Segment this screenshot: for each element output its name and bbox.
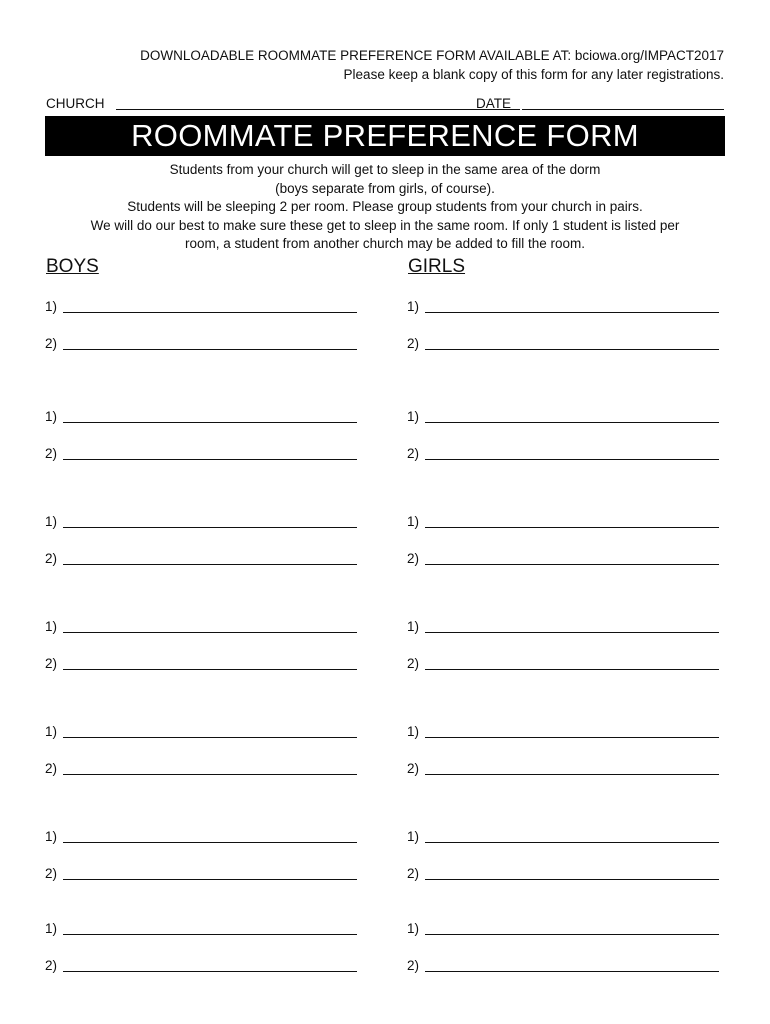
girls-name-slot xyxy=(407,722,719,740)
slot-number: 1) xyxy=(407,409,420,424)
slot-number: 2) xyxy=(45,446,58,461)
slot-number: 2) xyxy=(45,958,58,973)
slot-number: 2) xyxy=(407,761,420,776)
girls-name-field[interactable] xyxy=(425,842,719,843)
slot-number: 1) xyxy=(407,299,420,314)
boys-name-slot xyxy=(45,864,357,882)
blank-copy-notice: Please keep a blank copy of this form for any later registrations. xyxy=(343,67,724,82)
slot-number: 2) xyxy=(45,656,58,671)
girls-name-field[interactable] xyxy=(425,349,719,350)
girls-name-field[interactable] xyxy=(425,971,719,972)
boys-name-slot xyxy=(45,722,357,740)
girls-name-field[interactable] xyxy=(425,422,719,423)
girls-name-field[interactable] xyxy=(425,527,719,528)
girls-name-field[interactable] xyxy=(425,669,719,670)
girls-name-field[interactable] xyxy=(425,774,719,775)
boys-name-field[interactable] xyxy=(63,422,357,423)
girls-name-field[interactable] xyxy=(425,632,719,633)
slot-number: 2) xyxy=(45,336,58,351)
girls-name-slot xyxy=(407,759,719,777)
slot-number: 1) xyxy=(407,514,420,529)
girls-name-slot xyxy=(407,654,719,672)
boys-name-slot xyxy=(45,549,357,567)
instruction-line: (boys separate from girls, of course). xyxy=(275,180,495,196)
slot-number: 2) xyxy=(407,551,420,566)
slot-number: 1) xyxy=(407,921,420,936)
instruction-line: room, a student from another church may be added to fill the room. xyxy=(185,236,585,251)
boys-name-field[interactable] xyxy=(63,737,357,738)
boys-name-field[interactable] xyxy=(63,774,357,775)
boys-name-field[interactable] xyxy=(63,564,357,565)
boys-name-field[interactable] xyxy=(63,879,357,880)
boys-name-slot xyxy=(45,512,357,530)
slot-number: 2) xyxy=(407,336,420,351)
girls-name-slot xyxy=(407,297,719,315)
boys-name-slot xyxy=(45,919,357,937)
girls-name-slot xyxy=(407,864,719,882)
girls-name-slot xyxy=(407,617,719,635)
title-banner xyxy=(45,116,725,156)
boys-name-slot xyxy=(45,297,357,315)
girls-name-slot xyxy=(407,956,719,974)
slot-number: 1) xyxy=(407,619,420,634)
slot-number: 2) xyxy=(407,866,420,881)
boys-name-slot xyxy=(45,956,357,974)
slot-number: 1) xyxy=(45,724,58,739)
instruction-line: Students from your church will get to sleep in the same area of the dorm xyxy=(169,162,601,177)
slot-number: 1) xyxy=(45,409,58,424)
instructions xyxy=(40,161,730,254)
church-label: CHURCH xyxy=(46,96,105,111)
page-title: ROOMMATE PREFERENCE FORM xyxy=(131,118,639,153)
instruction-line: We will do our best to make sure these get to sleep in the same room. If only 1 student is listed per xyxy=(90,217,680,233)
girls-name-slot xyxy=(407,334,719,352)
boys-name-field[interactable] xyxy=(63,934,357,935)
boys-name-field[interactable] xyxy=(63,971,357,972)
girls-name-field[interactable] xyxy=(425,737,719,738)
slot-number: 2) xyxy=(45,866,58,881)
boys-name-field[interactable] xyxy=(63,842,357,843)
boys-name-slot xyxy=(45,759,357,777)
boys-name-slot xyxy=(45,407,357,425)
slot-number: 2) xyxy=(45,761,58,776)
instruction-line: Students will be sleeping 2 per room. Please group students from your church in pairs. xyxy=(127,199,643,214)
slot-number: 1) xyxy=(45,299,58,314)
church-field[interactable] xyxy=(116,109,520,110)
slot-number: 1) xyxy=(407,829,420,844)
slot-number: 2) xyxy=(407,446,420,461)
boys-name-field[interactable] xyxy=(63,632,357,633)
slot-number: 1) xyxy=(45,921,58,936)
slot-number: 2) xyxy=(407,656,420,671)
boys-name-slot xyxy=(45,334,357,352)
girls-name-field[interactable] xyxy=(425,312,719,313)
girls-name-slot xyxy=(407,444,719,462)
slot-number: 1) xyxy=(45,514,58,529)
date-label: DATE xyxy=(476,96,512,111)
slot-number: 2) xyxy=(45,551,58,566)
boys-name-slot xyxy=(45,654,357,672)
download-notice: DOWNLOADABLE ROOMMATE PREFERENCE FORM AVAILABLE AT: bciowa.org/IMPACT2017 xyxy=(140,48,724,63)
boys-name-field[interactable] xyxy=(63,527,357,528)
girls-name-slot xyxy=(407,512,719,530)
boys-name-field[interactable] xyxy=(63,349,357,350)
boys-name-field[interactable] xyxy=(63,312,357,313)
girls-name-field[interactable] xyxy=(425,564,719,565)
slot-number: 1) xyxy=(45,829,58,844)
boys-name-field[interactable] xyxy=(63,459,357,460)
boys-name-slot xyxy=(45,617,357,635)
girls-heading: GIRLS xyxy=(408,256,466,277)
boys-name-field[interactable] xyxy=(63,669,357,670)
boys-name-slot xyxy=(45,827,357,845)
church-date-row xyxy=(46,94,724,112)
boys-name-slot xyxy=(45,444,357,462)
date-field[interactable] xyxy=(522,109,724,110)
girls-name-slot xyxy=(407,919,719,937)
girls-name-slot xyxy=(407,549,719,567)
slot-number: 1) xyxy=(45,619,58,634)
girls-name-slot xyxy=(407,407,719,425)
boys-heading: BOYS xyxy=(46,256,99,277)
slot-number: 2) xyxy=(407,958,420,973)
girls-name-field[interactable] xyxy=(425,934,719,935)
girls-name-field[interactable] xyxy=(425,459,719,460)
slot-number: 1) xyxy=(407,724,420,739)
girls-name-slot xyxy=(407,827,719,845)
girls-name-field[interactable] xyxy=(425,879,719,880)
